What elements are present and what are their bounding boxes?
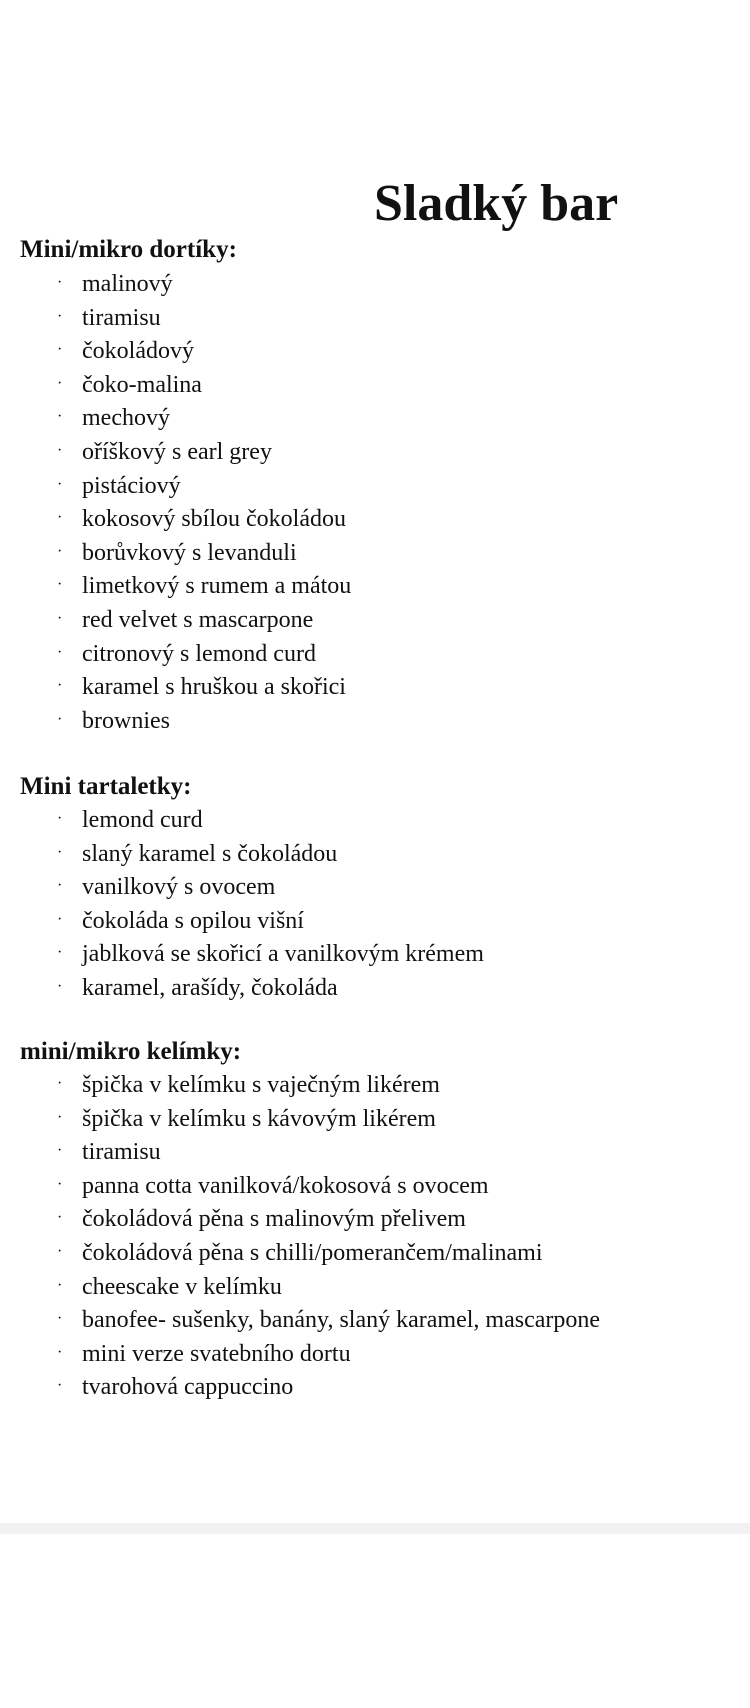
list-item-text: čoko-malina: [82, 371, 202, 398]
list-item-text: čokoládový: [82, 338, 194, 365]
section-heading-mini-mikro-dortiky: Mini/mikro dortíky:: [20, 236, 237, 263]
bullet-icon: ·: [57, 1310, 63, 1328]
bullet-icon: ·: [57, 1377, 63, 1395]
list-item-text: limetkový s rumem a mátou: [82, 573, 352, 600]
bullet-icon: ·: [57, 710, 63, 728]
list-item-text: jablková se skořicí a vanilkovým krémem: [82, 941, 484, 968]
list-item-text: tiramisu: [82, 1139, 161, 1166]
list-item-text: čokoládová pěna s malinovým přelivem: [82, 1206, 466, 1233]
page-divider: [0, 1523, 750, 1534]
list-item-text: kokosový sbílou čokoládou: [82, 506, 346, 533]
list-item-text: mechový: [82, 405, 170, 432]
bullet-icon: ·: [57, 643, 63, 661]
list-item-text: čokoláda s opilou višní: [82, 907, 304, 934]
bullet-icon: ·: [57, 977, 63, 995]
section-heading-mini-mikro-kelimky: mini/mikro kelímky:: [20, 1038, 242, 1065]
bullet-icon: ·: [57, 475, 63, 493]
bullet-icon: ·: [57, 1209, 63, 1227]
list-item-text: karamel s hruškou a skořici: [82, 674, 346, 701]
section-heading-mini-tartaletky: Mini tartaletky:: [20, 773, 192, 800]
bullet-icon: ·: [57, 944, 63, 962]
bullet-icon: ·: [57, 341, 63, 359]
list-item-text: pistáciový: [82, 472, 181, 499]
list-item-text: cheescake v kelímku: [82, 1273, 282, 1300]
bullet-icon: ·: [57, 1343, 63, 1361]
list-item-text: malinový: [82, 271, 173, 297]
list-item-text: oříškový s earl grey: [82, 438, 272, 465]
list-item-text: citronový s lemond curd: [82, 640, 316, 667]
bullet-icon: ·: [57, 1175, 63, 1193]
bullet-icon: ·: [57, 843, 63, 861]
bullet-icon: ·: [57, 1075, 63, 1092]
list-item-text: vanilkový s ovocem: [82, 874, 276, 901]
list-item-text: mini verze svatebního dortu: [82, 1340, 351, 1367]
bullet-icon: ·: [57, 509, 63, 527]
bullet-icon: ·: [57, 1276, 63, 1294]
blank-area: [0, 1534, 750, 1708]
bullet-icon: ·: [57, 1108, 63, 1126]
list-item-text: tiramisu: [82, 304, 161, 331]
bullet-icon: ·: [57, 374, 63, 392]
list-item-text: red velvet s mascarpone: [82, 606, 314, 633]
list-item-text: borůvkový s levanduli: [82, 539, 297, 566]
bullet-icon: ·: [57, 307, 63, 325]
list-item-text: panna cotta vanilková/kokosová s ovocem: [82, 1172, 489, 1199]
bullet-icon: ·: [57, 274, 63, 291]
list-item-text: špička v kelímku s kávovým likérem: [82, 1105, 436, 1132]
bullet-icon: ·: [57, 677, 63, 695]
list-item-text: karamel, arašídy, čokoláda: [82, 974, 338, 1001]
bullet-icon: ·: [57, 441, 63, 459]
bullet-icon: ·: [57, 542, 63, 560]
list-item-text: banofee- sušenky, banány, slaný karamel, mascarpone: [82, 1307, 601, 1334]
bullet-icon: ·: [57, 1242, 63, 1260]
page-title: Sladký bar: [374, 175, 619, 232]
list-item-text: čokoládová pěna s chilli/pomerančem/malinami: [82, 1239, 543, 1266]
list-item-text: špička v kelímku s vaječným likérem: [82, 1072, 440, 1098]
list-item-text: brownies: [82, 707, 170, 734]
list-item-text: lemond curd: [82, 807, 203, 833]
list-item-text: slaný karamel s čokoládou: [82, 840, 338, 867]
bullet-icon: ·: [57, 910, 63, 928]
bullet-icon: ·: [57, 877, 63, 895]
bullet-icon: ·: [57, 576, 63, 594]
bullet-icon: ·: [57, 810, 63, 827]
list-item-text: tvarohová cappuccino: [82, 1374, 294, 1401]
bullet-icon: ·: [57, 1142, 63, 1160]
bullet-icon: ·: [57, 609, 63, 627]
bullet-icon: ·: [57, 408, 63, 426]
